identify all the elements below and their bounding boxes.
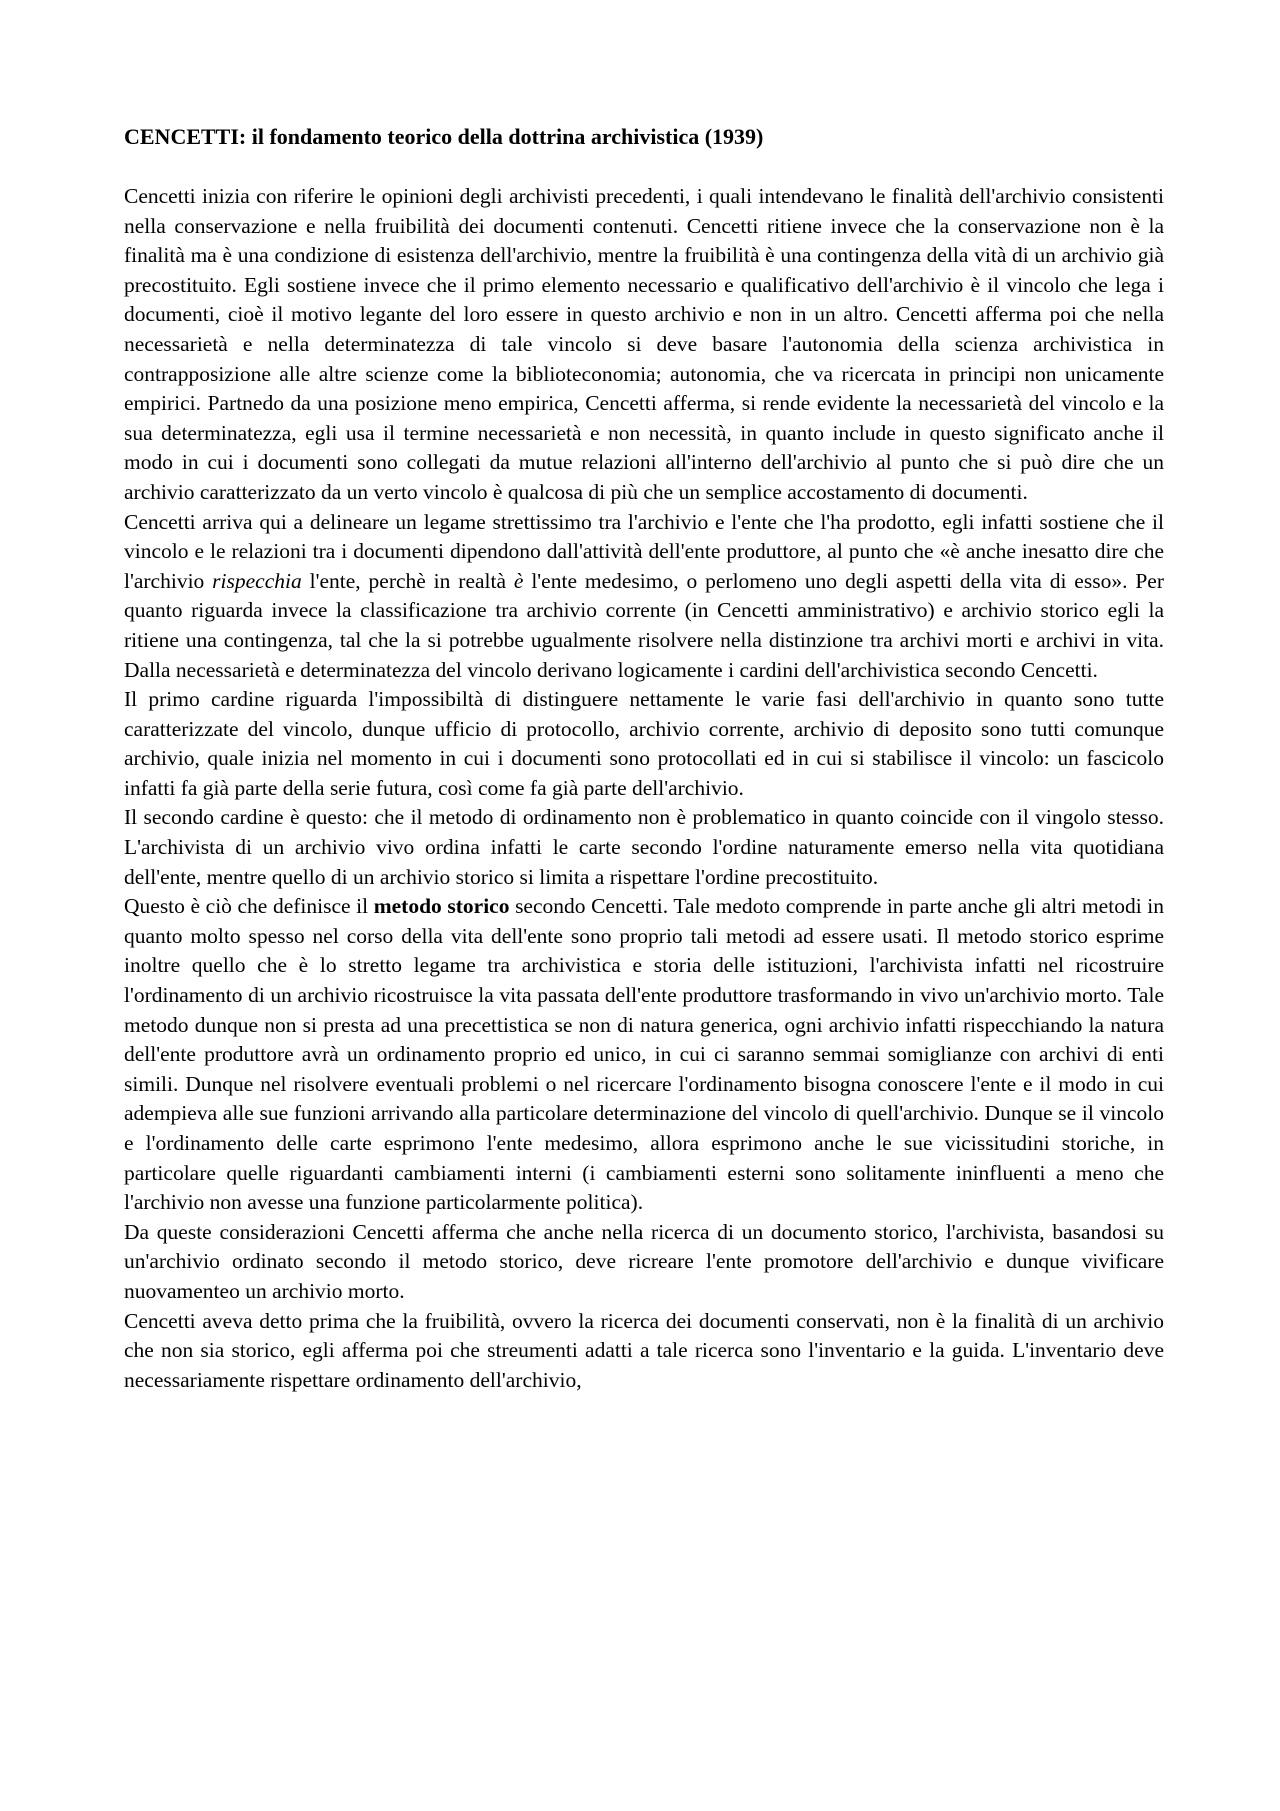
paragraph-text: l'ente medesimo, o perlomeno uno degli aspetti della vita di esso». Per quanto riguarda invece la classificazione tra archivio corrente (in Cencetti amministrativo) e archivio storico egli la ritiene una contingenza, tal che la si potrebbe ugualmente risolvere nella distinzione tra archivi morti e archivi in vita. Dalla necessarietà e determinatezza del vincolo derivano logicamente i cardini dell'archivistica secondo Cencetti. (124, 568, 1164, 682)
paragraph-text: secondo Cencetti. Tale medoto comprende in parte anche gli altri metodi in quanto molto spesso nel corso della vita dell'ente sono proprio tali metodi ad essere usati. Il metodo storico esprime inoltre quello che è lo stretto legame tra archivistica e storia delle istituzioni, l'archivista infatti nel ricostruire l'ordinamento di un archivio ricostruisce la vita passata dell'ente produttore trasformando in vivo un'archivio morto. Tale metodo dunque non si presta ad una precettistica se non di natura generica, ogni archivio infatti rispecchiando la natura dell'ente produttore avrà un ordinamento proprio ed unico, in cui ci saranno semmai somiglianze con archivi di enti simili. Dunque nel risolvere eventuali problemi o nel ricercare l'ordinamento bisogna conoscere l'ente e il modo in cui adempieva alle sue funzioni arrivando alla particolare determinazione del vincolo di quell'archivio. Dunque se il vincolo e l'ordinamento delle carte esprimono l'ente medesimo, allora esprimono anche le sue vicissitudini storiche, in particolare quelle riguardanti cambiamenti interni (i cambiamenti esterni sono solitamente ininfluenti a meno che l'archivio non avesse una funzione particolarmente politica). (124, 894, 1164, 1215)
paragraph (124, 1218, 1164, 1307)
paragraph-text: Questo è ciò che definisce il (124, 894, 374, 919)
paragraph-text: Cencetti arriva qui a delineare un legame strettissimo tra l'archivio e l'ente che l'ha prodotto, egli infatti sostiene che il vincolo e le relazioni tra i documenti dipendono dall'attività dell'ente produttore, al punto che «è anche inesatto dire che l'archivio (124, 509, 1164, 593)
italic-text: è (513, 568, 524, 593)
paragraph-text: Il primo cardine riguarda l'impossibiltà di distinguere nettamente le varie fasi dell'archivio in quanto sono tutte caratterizzate del vincolo, dunque ufficio di protocollo, archivio corrente, archivio di deposito sono tutti comunque archivio, quale inizia nel momento in cui i documenti sono protocollati ed in cui si stabilisce il vincolo: un fascicolo infatti fa già parte della serie futura, così come fa già parte dell'archivio. (124, 687, 1164, 800)
paragraph (124, 1307, 1164, 1396)
paragraph (124, 685, 1164, 803)
paragraph-text: l'ente, perchè in realtà (301, 568, 514, 593)
document-title: CENCETTI: il fondamento teorico della dottrina archivistica (1939) (124, 124, 764, 149)
paragraph (124, 892, 1164, 1218)
paragraph-text: Da queste considerazioni Cencetti afferma che anche nella ricerca di un documento storico, l'archivista, basandosi su un'archivio ordinato secondo il metodo storico, deve ricreare l'ente promotore dell'archivio e dunque vivificare nuovamenteo un archivio morto. (124, 1219, 1164, 1303)
paragraph-text: Cencetti inizia con riferire le opinioni degli archivisti precedenti, i quali intendevano le finalità dell'archivio consistenti nella conservazione e nella fruibilità dei documenti contenuti. Cencetti ritiene invece che la conservazione non è la finalità ma è una condizione di esistenza dell'archivio, mentre la fruibilità è una contingenza della vità di un archivio già precostituito. Egli sostiene invece che il primo elemento necessario e qualificativo dell'archivio è il vincolo che lega i documenti, cioè il motivo legante del loro essere in questo archivio e non in un altro. Cencetti afferma poi che nella necessarietà e nella determinatezza di tale vincolo si deve basare l'autonomia della scienza archivistica in contrapposizione alle altre scienze come la biblioteconomia; autonomia, che va ricercata in principi non unicamente empirici. Partnedo da una posizione meno empirica, Cencetti afferma, si rende evidente la necessarietà del vincolo e la sua determinatezza, egli usa il termine necessarietà e non necessità, in quanto include in questo significato anche il modo in cui i documenti sono collegati da mutue relazioni all'interno dell'archivio al punto che si può dire che un archivio caratterizzato da un verto vincolo è qualcosa di più che un semplice accostamento di documenti. (124, 184, 1164, 504)
paragraph (124, 508, 1164, 686)
paragraph-text: Il secondo cardine è questo: che il metodo di ordinamento non è problematico in quanto coincide con il vingolo stesso. L'archivista di un archivio vivo ordina infatti le carte secondo l'ordine naturamente emerso nella vita quotidiana dell'ente, mentre quello di un archivio storico si limita a rispettare l'ordine precostituito. (124, 805, 1164, 889)
italic-text: rispecchia (212, 568, 302, 593)
bold-text: metodo storico (373, 894, 510, 919)
paragraph-text: Cencetti aveva detto prima che la fruibilità, ovvero la ricerca dei documenti conservati, non è la finalità di un archivio che non sia storico, egli afferma poi che streumenti adatti a tale ricerca sono l'inventario e la guida. L'inventario deve necessariamente rispettare ordinamento dell'archivio, (124, 1308, 1164, 1392)
paragraph (124, 182, 1164, 508)
document-page (124, 122, 1164, 1395)
paragraph (124, 803, 1164, 892)
document-body (124, 182, 1164, 1395)
